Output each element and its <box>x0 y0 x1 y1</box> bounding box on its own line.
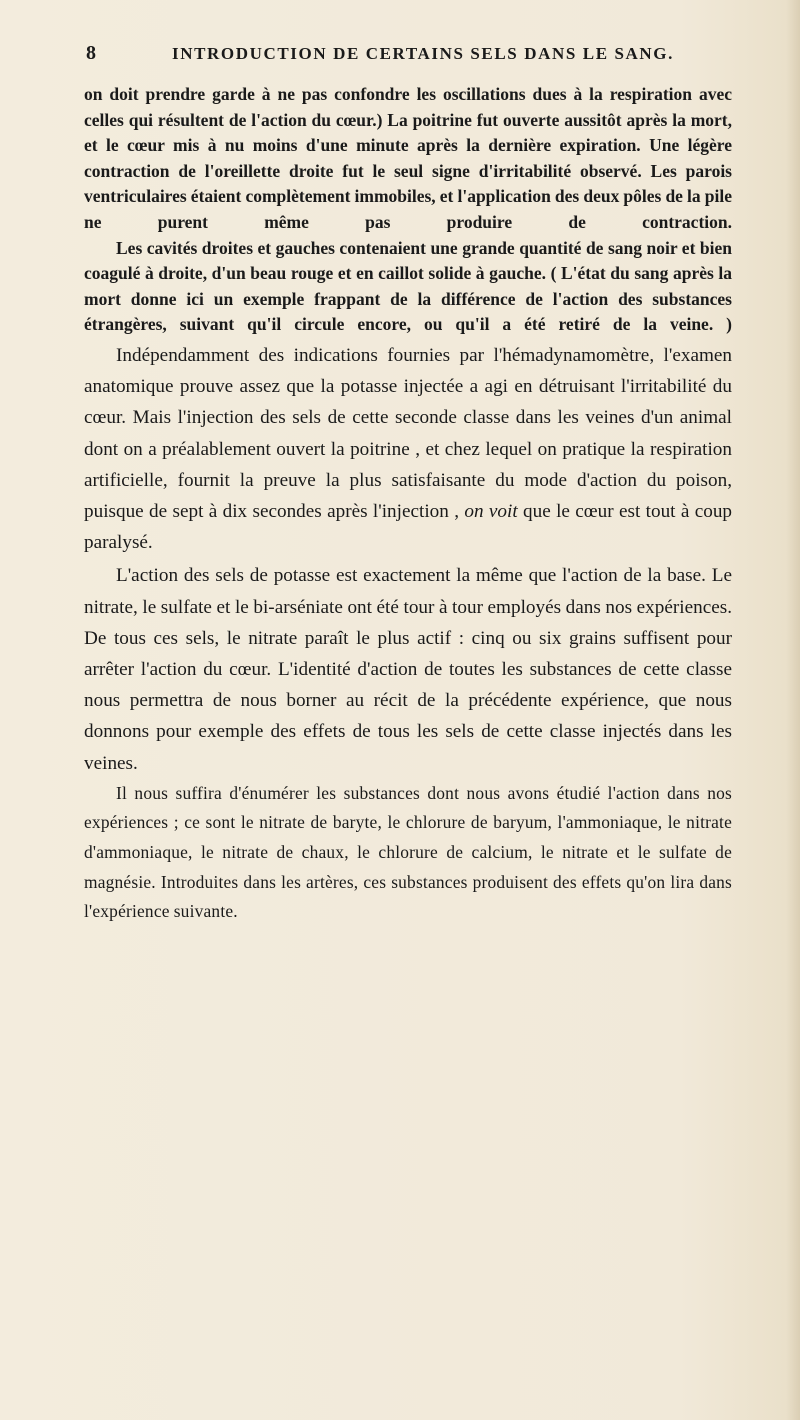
paragraph-3 <box>84 340 732 558</box>
paragraph-4: L'action des sels de potasse est exactement la même que l'action de la base. Le nitrate, le sulfate et le bi-arséniate ont été tour à tour employés dans nos expériences. De tous ces sels, le nitrate paraît le plus actif : cinq ou six grains suffisent pour arrêter l'action du cœur. L'identité d'action de toutes les substances de cette classe nous permettra de nous borner au récit de la précédente expérience, que nous donnons pour exemple des effets de tous les sels de cette classe injectés dans les veines. <box>84 565 732 774</box>
paragraph-3-italic: on voit <box>464 500 518 522</box>
paragraph-2: Les cavités droites et gauches contenaient une grande quantité de sang noir et bien coagulé à droite, d'un beau rouge et en caillot solide à gauche. ( L'état du sang après la mort donne ici un exemple frappant de la différence de l'action des substances étrangères, suivant qu'il circule encore, ou qu'il a été retiré de la veine. ) <box>84 237 732 335</box>
running-header <box>86 42 726 65</box>
paragraph-3-text-b: que le cœur est tout à coup paralysé. <box>84 500 733 554</box>
paragraph-5: Il nous suffira d'énumérer les substances dont nous avons étudié l'action dans nos expériences ; ce sont le nitrate de baryte, le chlorure de baryum, l'ammoniaque, le nitrate d'ammoniaque, le nitrate de chaux, le chlorure de calcium, le nitrate et le sulfate de magnésie. Introduites dans les artères, ces substances produisent des effets qu'on lira dans l'expérience suivante. <box>84 782 732 922</box>
running-title: INTRODUCTION DE CERTAINS SELS DANS LE SANG. <box>172 44 674 63</box>
paragraph-3-text-a: Indépendamment des indications fournies par l'hémadynamomètre, l'examen anatomique prouve assez que la potasse injectée a agi en détruisant l'irritabilité du cœur. Mais l'injection des sels de cette seconde classe dans les veines d'un animal dont on a préalablement ouvert la poitrine , et chez lequel on pratique la respiration artificielle, fournit la preuve la plus satisfaisante du mode d'action du poison, puisque de sept à dix secondes après l'injection , <box>84 344 732 522</box>
page-number: 8 <box>86 42 96 64</box>
page-text <box>84 82 732 927</box>
page-edge-shadow <box>786 0 800 1420</box>
paragraph-1: on doit prendre garde à ne pas confondre les oscillations dues à la respiration avec celles qui résultent de l'action du cœur.) La poitrine fut ouverte aussitôt après la mort, et le cœur mis à nu moins d'une minute après la dernière expiration. Une légère contraction de l'oreillette droite fut le seul signe d'irritabilité observé. Les parois ventriculaires étaient complètement immobiles, et l'application des deux pôles de la pile ne purent même pas produire de contraction. <box>84 84 732 232</box>
